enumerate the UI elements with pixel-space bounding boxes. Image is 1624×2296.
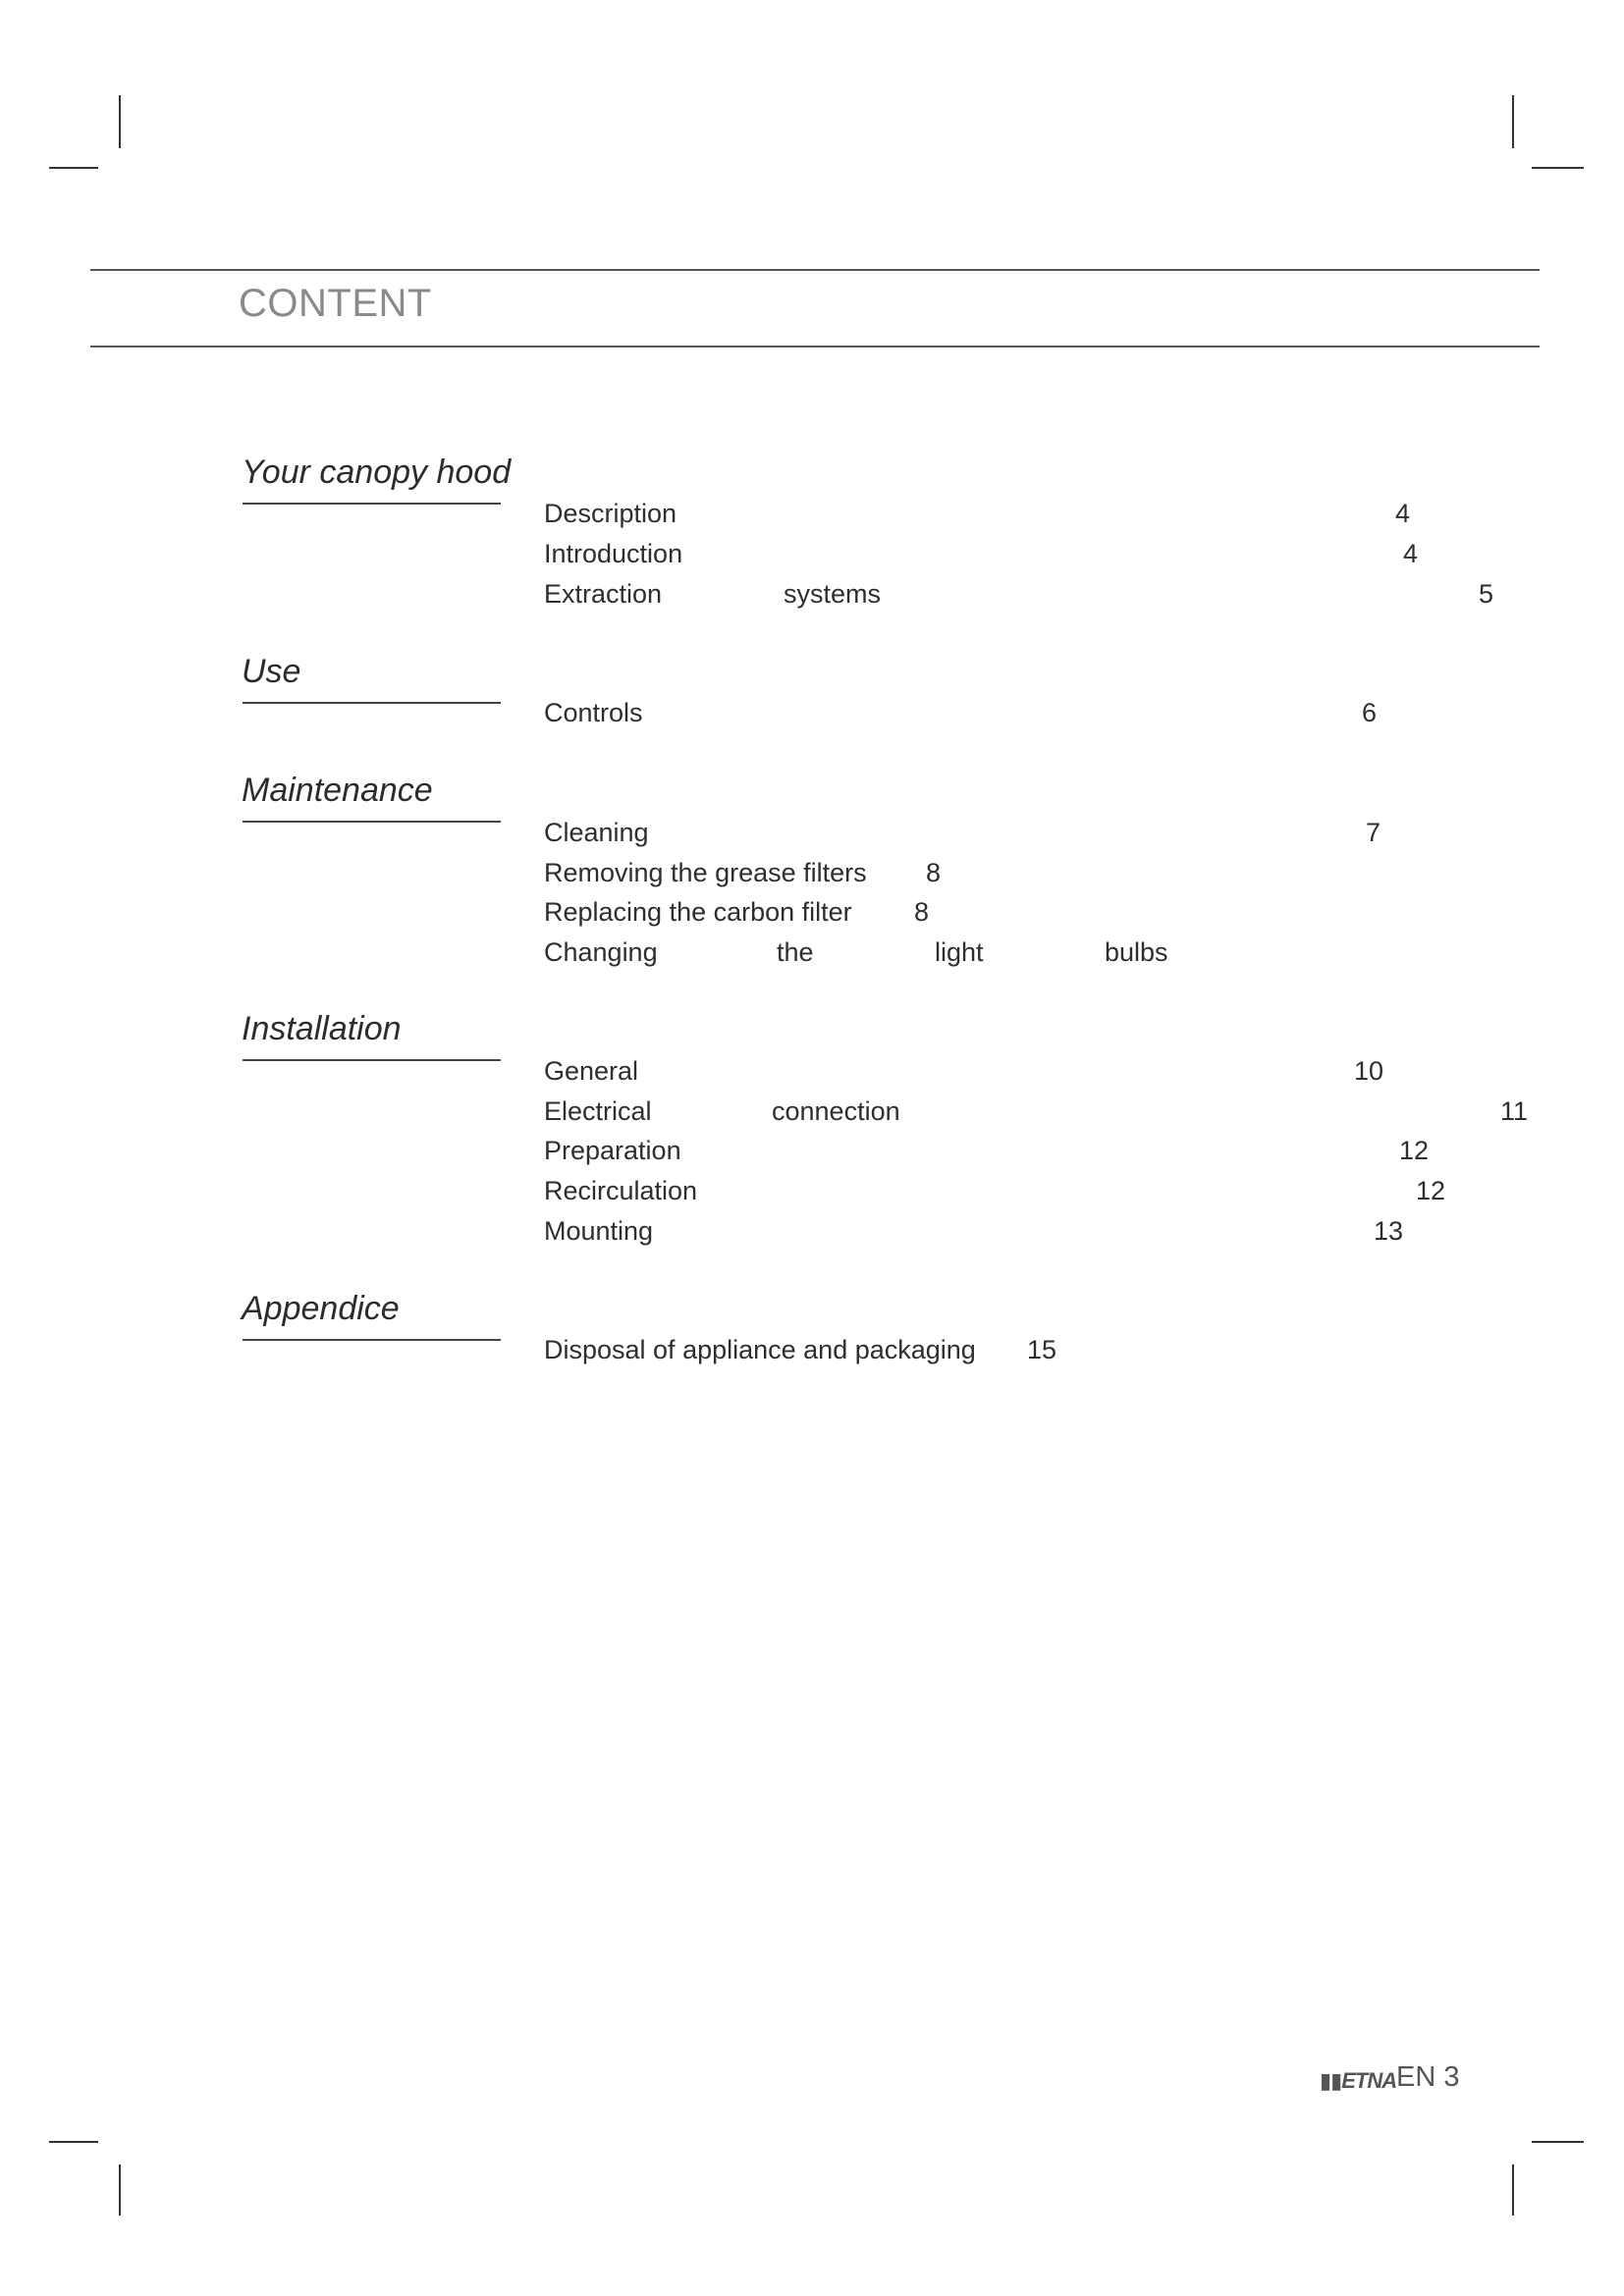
toc-entry-label[interactable]: light <box>935 937 984 967</box>
toc-entry-label[interactable]: Recirculation <box>544 1176 698 1205</box>
toc-entry-label[interactable]: connection <box>772 1096 900 1126</box>
toc-entry-label[interactable]: Replacing the carbon filter <box>544 897 852 927</box>
toc-entry-page[interactable]: 10 <box>1354 1056 1384 1086</box>
toc-entry-label[interactable]: Disposal of appliance and packaging <box>544 1335 976 1364</box>
toc-entry-page[interactable]: 11 <box>1500 1096 1529 1126</box>
section-underline <box>243 1339 501 1341</box>
section-title: Your canopy hood <box>242 454 512 491</box>
toc-entry-page[interactable]: 4 <box>1395 499 1411 528</box>
section-underline <box>243 821 501 823</box>
toc-entry-label[interactable]: the <box>777 937 814 967</box>
toc-entry-label[interactable]: Preparation <box>544 1136 681 1165</box>
toc-entry-page[interactable]: 15 <box>1027 1335 1057 1364</box>
section-underline <box>243 503 501 505</box>
brand-name: ETNA <box>1341 2068 1397 2093</box>
crop-mark-bottom-right-vertical <box>1512 2164 1514 2216</box>
section-underline <box>243 702 501 704</box>
toc-entry-label[interactable]: Cleaning <box>544 818 649 847</box>
crop-mark-top-right-vertical <box>1512 95 1514 148</box>
toc-entry-page[interactable]: 12 <box>1399 1136 1430 1165</box>
crop-mark-bottom-left-vertical <box>119 2164 121 2216</box>
toc-entry-label[interactable]: Changing <box>544 937 658 967</box>
toc-entry-label[interactable]: Electrical <box>544 1096 652 1126</box>
toc-entry-label[interactable]: Removing the grease filters <box>544 858 867 887</box>
etna-logo-mark-icon: ▮▮ <box>1320 2068 1342 2093</box>
page-title: CONTENT <box>239 282 432 325</box>
page-number: EN 3 <box>1396 2061 1460 2093</box>
toc-entry-page[interactable]: 5 <box>1479 579 1494 609</box>
section-title: Installation <box>242 1010 402 1047</box>
toc-entry-page[interactable]: 13 <box>1374 1216 1404 1246</box>
toc-entry-label[interactable]: systems <box>784 579 882 609</box>
toc-entry-page[interactable]: 8 <box>914 897 930 927</box>
toc-entry-page[interactable]: 7 <box>1366 818 1381 847</box>
crop-mark-top-right-horizontal <box>1532 167 1584 169</box>
section-title: Appendice <box>242 1290 400 1327</box>
header-bottom-rule <box>90 346 1540 347</box>
toc-entry-page[interactable]: 4 <box>1403 539 1419 568</box>
toc-entry-label[interactable]: Extraction <box>544 579 663 609</box>
toc-entry-page[interactable]: 6 <box>1362 698 1378 727</box>
toc-entry-label[interactable]: bulbs <box>1105 937 1168 967</box>
crop-mark-bottom-left-horizontal <box>49 2141 98 2143</box>
toc-entry-label[interactable]: General <box>544 1056 639 1086</box>
etna-logo <box>1320 2068 1396 2094</box>
toc-entry-page[interactable]: 12 <box>1416 1176 1446 1205</box>
section-underline <box>243 1059 501 1061</box>
crop-mark-top-left-vertical <box>119 95 121 148</box>
section-title: Use <box>242 653 301 690</box>
toc-entry-label[interactable]: Mounting <box>544 1216 654 1246</box>
toc-entry-label[interactable]: Description <box>544 499 677 528</box>
crop-mark-bottom-right-horizontal <box>1532 2141 1584 2143</box>
toc-entry-label[interactable]: Introduction <box>544 539 683 568</box>
header-top-rule <box>90 269 1540 271</box>
toc-entry-page[interactable]: 8 <box>926 858 942 887</box>
toc-entry-label[interactable]: Controls <box>544 698 643 727</box>
section-title: Maintenance <box>242 772 433 809</box>
crop-mark-top-left-horizontal <box>49 167 98 169</box>
